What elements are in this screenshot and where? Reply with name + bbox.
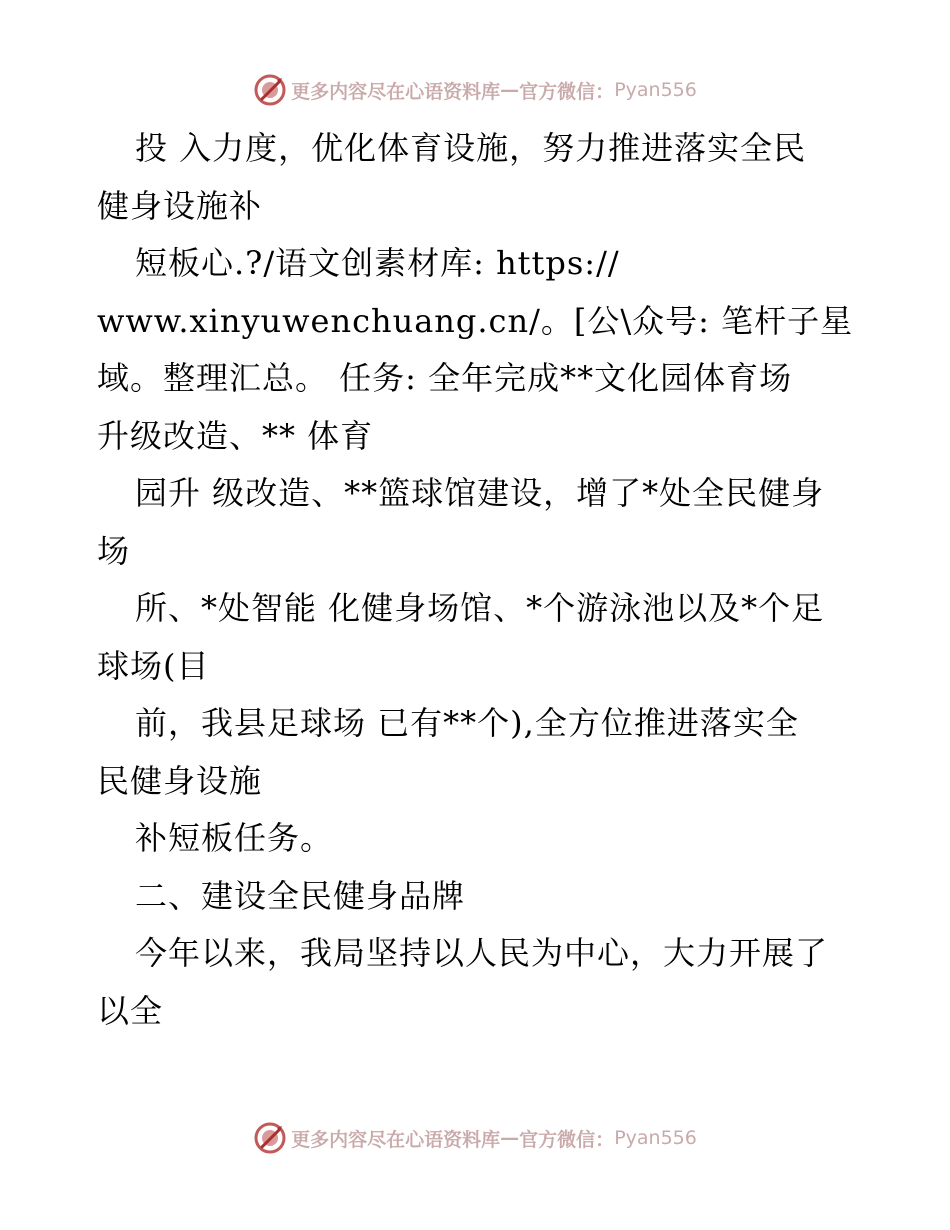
body-line: 以全	[97, 991, 164, 1030]
body-line: 前，我县足球场 已有**个),全方位推进落实全	[135, 704, 799, 742]
footer-dash: —	[500, 1127, 520, 1149]
document-body	[97, 120, 867, 1040]
footer-watermark	[0, 1118, 950, 1158]
header-site-text: 更多内容尽在心语资料库	[291, 80, 501, 103]
body-line: 升级改造、** 体育	[97, 416, 374, 455]
header-watermark	[0, 70, 950, 110]
footer-wechat-label: 官方微信：	[519, 1128, 615, 1151]
body-line: 场	[97, 531, 131, 570]
body-line: 健身设施补	[97, 186, 263, 225]
body-line: 域。整理汇总。 任务: 全年完成**文化园体育场	[97, 359, 793, 397]
body-line: 短板心.?/语文创素材库: https://	[135, 244, 620, 282]
body-line: 球场(目	[97, 646, 210, 685]
footer-site-text: 更多内容尽在心语资料库	[291, 1128, 501, 1151]
body-line: 所、*处智能 化健身场馆、*个游泳池以及*个足	[135, 589, 825, 627]
header-wechat-label: 官方微信：	[519, 80, 615, 103]
body-line: 投 入力度，优化体育设施，努力推进落实全民	[135, 129, 807, 167]
header-wechat-id: Pyan556	[614, 79, 697, 101]
footer-wechat-id: Pyan556	[614, 1127, 697, 1149]
header-dash: —	[500, 79, 520, 101]
brand-logo-icon	[253, 1121, 287, 1155]
brand-logo-icon	[253, 73, 287, 107]
body-line: 补短板任务。	[135, 819, 334, 857]
body-line: www.xinyuwenchuang.cn/。[公\众号: 笔杆子星	[97, 301, 854, 340]
section-heading: 二、建设全民健身品牌	[135, 876, 466, 915]
body-line: 民健身设施	[97, 761, 263, 800]
body-line: 园升 级改造、**篮球馆建设，增了*处全民健身	[135, 474, 825, 512]
body-line: 今年以来，我局坚持以人民为中心，大力开展了	[135, 934, 829, 972]
